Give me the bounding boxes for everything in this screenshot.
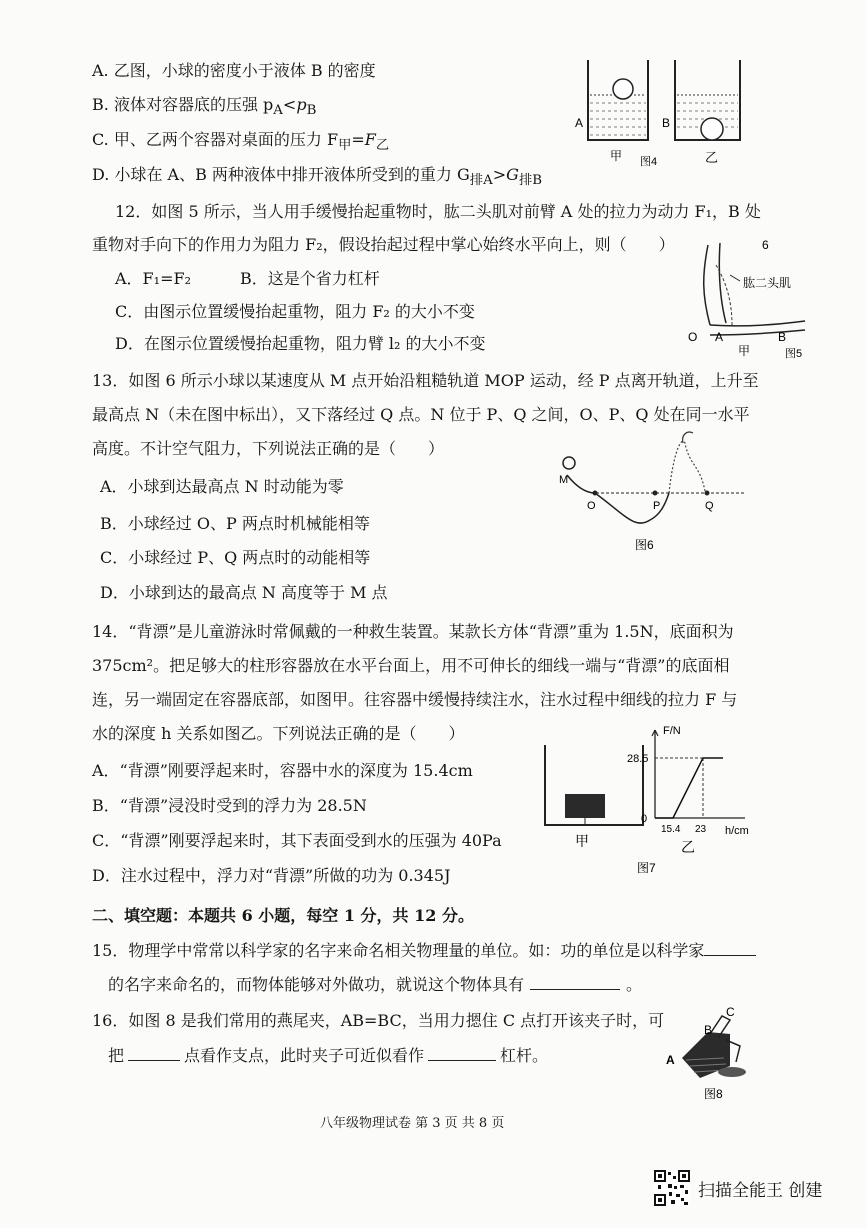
fig5-caption: 图5 — [785, 348, 803, 360]
figure-8 — [660, 1005, 770, 1102]
qr-code-icon — [654, 1170, 690, 1206]
q14-stem-line4: 水的深度 h 关系如图乙。下列说法正确的是（ ） — [92, 724, 465, 743]
q14-option-a: A．“背漂”刚要浮起来时，容器中水的深度为 15.4cm — [92, 761, 473, 780]
q13-option-a: A．小球到达最高点 N 时动能为零 — [100, 477, 344, 496]
page-footer: 八年级物理试卷 第 3 页 共 8 页 — [320, 1116, 505, 1131]
f-h-line — [655, 758, 723, 818]
fig7-zero: 0 — [641, 813, 648, 825]
q14-option-b: B．“背漂”浸没时受到的浮力为 28.5N — [92, 796, 367, 815]
fig5-muscle-label: 肱二头肌 — [743, 276, 792, 290]
q16-line1: 16．如图 8 是我们常用的燕尾夹，AB=BC，当用力摁住 C 点打开该夹子时，可 — [92, 1011, 665, 1030]
binder-clip-drawing — [682, 1016, 746, 1078]
back-float — [565, 794, 605, 818]
option-text: 乙图，小球的密度小于液体 B 的密度 — [113, 61, 376, 80]
fig5-mark: 6 — [762, 238, 769, 252]
fig8-caption: 图8 — [704, 1087, 723, 1101]
q12-stem-line2: 重物对手向下的作用力为阻力 F₂，假设抬起过程中掌心始终水平向上，则（ ） — [92, 235, 675, 254]
variable: G — [506, 165, 519, 184]
fig4-label-b: B — [662, 116, 671, 130]
option-text: 小球在 A、B 两种液体中排开液体所受到的重力 G — [114, 165, 470, 184]
relation: = — [351, 130, 365, 149]
subscript: 甲 — [338, 138, 352, 154]
option-letter: C. — [92, 130, 109, 149]
fig6-label-o: O — [587, 500, 596, 512]
q12-option-a: A．F₁=F₂ — [115, 269, 191, 288]
q16-line2 — [108, 1043, 548, 1066]
q15-blank-1[interactable] — [704, 941, 756, 956]
option-text: 液体对容器底的压强 p — [113, 95, 274, 114]
subscript: 排B — [518, 173, 543, 189]
variable: p — [296, 95, 307, 114]
option-letter: D. — [92, 165, 110, 184]
fig8-label-b: B — [704, 1023, 713, 1037]
fig4-caption: 图4 — [640, 156, 658, 168]
q16-blank-2[interactable] — [428, 1046, 496, 1061]
q14-stem-line2: 375cm²。把足够大的柱形容器放在水平台面上，用不可伸长的细线一端与“背漂”的底面相 — [92, 656, 730, 675]
fig7-name-yi: 乙 — [681, 839, 695, 855]
q15-line2 — [108, 972, 642, 995]
q13-option-d: D．小球到达的最高点 N 高度等于 M 点 — [100, 583, 388, 602]
option-letter: B. — [92, 95, 109, 114]
q15-line1 — [92, 938, 756, 961]
q15-blank-2[interactable] — [530, 975, 620, 990]
subscript: 排A — [469, 173, 493, 189]
q13-stem-line3: 高度。不计空气阻力，下列说法正确的是（ ） — [92, 439, 445, 458]
variable: F — [364, 130, 376, 149]
q12-option-c: C．由图示位置缓慢抬起重物，阻力 F₂ 的大小不变 — [115, 302, 475, 321]
q16-text: 点看作支点，此时夹子可近似看作 — [184, 1046, 425, 1065]
q12-option-b: B．这是个省力杠杆 — [240, 269, 380, 288]
q12-option-d: D．在图示位置缓慢抬起重物，阻力臂 l₂ 的大小不变 — [115, 334, 486, 353]
q16-text: 杠杆。 — [500, 1046, 549, 1065]
fig6-label-q: Q — [705, 500, 714, 512]
q15-text: 。 — [626, 975, 643, 994]
fig7-name-jia: 甲 — [575, 833, 589, 849]
fig6-label-p: P — [653, 500, 661, 512]
fig4-label-a: A — [575, 116, 584, 130]
q11-option-b — [92, 92, 316, 118]
fig4-name-jia: 甲 — [610, 149, 623, 163]
fig4-name-yi: 乙 — [705, 150, 719, 165]
subscript: A — [273, 103, 283, 119]
option-text: 甲、乙两个容器对桌面的压力 F — [113, 130, 339, 149]
q16-text: 把 — [108, 1046, 125, 1065]
fig8-label-c: C — [726, 1005, 735, 1019]
fig7-ylabel: F/N — [663, 725, 681, 737]
q13-stem-line1: 13．如图 6 所示小球以某速度从 M 点开始沿粗糙轨道 MOP 运动，经 P 点离开轨道，上升至 — [92, 371, 759, 390]
scanner-watermark: 扫描全能王 创建 — [698, 1181, 823, 1201]
fig7-x-tick2: 23 — [695, 824, 707, 835]
section-title: 二、填空题：本题共 6 小题，每空 1 分，共 12 分。 — [92, 906, 474, 925]
q13-option-b: B．小球经过 O、P 两点时机械能相等 — [100, 514, 370, 533]
ball — [563, 457, 575, 469]
q14-option-d: D．注水过程中，浮力对“背漂”所做的功为 0.345J — [92, 866, 451, 885]
q14-stem-line3: 连，另一端固定在容器底部，如图甲。往容器中缓慢持续注水，注水过程中细线的拉力 F 与 — [92, 690, 738, 709]
fig7-x-tick1: 15.4 — [661, 824, 681, 835]
flight-path — [669, 441, 705, 493]
figure-5 — [680, 235, 815, 360]
fig6-caption: 图6 — [635, 538, 654, 552]
q11-option-c — [92, 127, 389, 153]
relation: < — [282, 95, 297, 114]
fig5-label-b: B — [778, 330, 787, 344]
fig8-label-a: A — [666, 1053, 675, 1067]
fig6-label-m: M — [559, 474, 569, 486]
figure-7 — [535, 720, 770, 885]
q16-blank-1[interactable] — [128, 1046, 180, 1061]
q14-stem-line1: 14．“背漂”是儿童游泳时常佩戴的一种救生装置。某款长方体“背漂”重为 1.5N，底面积为 — [92, 622, 734, 641]
q11-option-a — [92, 58, 376, 81]
q15-text: 的名字来命名的，而物体能够对外做功，就说这个物体具有 — [108, 975, 525, 994]
fig5-label-o: O — [688, 330, 698, 344]
fig7-xlabel: h/cm — [725, 825, 749, 837]
container-jia — [588, 60, 648, 140]
q11-option-d — [92, 162, 542, 188]
figure-4 — [570, 55, 760, 175]
q15-text: 15．物理学中常常以科学家的名字来命名相关物理量的单位。如：功的单位是以科学家 — [92, 941, 705, 960]
fig5-label-a: A — [715, 330, 724, 344]
q13-stem-line2: 最高点 N（未在图中标出），又下落经过 Q 点。N 位于 P、Q 之间，O、P、Q 处在同一水平 — [92, 405, 750, 424]
fig7-graph — [652, 730, 745, 818]
fig5-name: 甲 — [738, 344, 751, 358]
relation: > — [492, 165, 507, 184]
q12-stem-line1: 12．如图 5 所示，当人用手缓慢抬起重物时，肱二头肌对前臂 A 处的拉力为动力 F₁，B 处 — [115, 202, 761, 221]
q13-option-c: C．小球经过 P、Q 两点时的动能相等 — [100, 548, 371, 567]
container-yi — [675, 60, 740, 140]
subscript: 乙 — [375, 138, 390, 154]
q14-option-c: C．“背漂”刚要浮起来时，其下表面受到水的压强为 40Pa — [92, 831, 502, 850]
subscript: B — [306, 103, 317, 119]
fig7-caption: 图7 — [637, 861, 656, 875]
fig7-y-tick: 28.5 — [627, 753, 649, 765]
figure-6 — [555, 425, 750, 555]
option-letter: A. — [92, 61, 109, 80]
